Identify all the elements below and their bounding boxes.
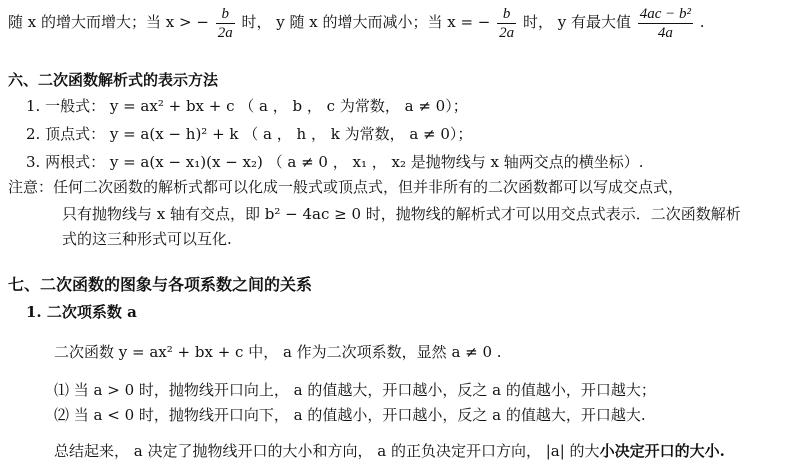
section6-item-vertex-form: 2. 顶点式： y = a(x − h)² + k （ a ， h ， k 为常数， a ≠ 0）；	[26, 125, 473, 143]
section7-case-negative: ⑵ 当 a < 0 时，抛物线开口向下， a 的值越小，开口越小，反之 a 的值越大，开口越大.	[54, 406, 646, 424]
section6-item-general-form: 1. 一般式： y = ax² + bx + c （ a ， b ， c 为常数， a ≠ 0）；	[26, 97, 468, 115]
fraction-neg-b-over-2a-1	[216, 5, 235, 42]
section7-intro: 二次函数 y = ax² + bx + c 中， a 作为二次项系数，显然 a ≠ 0 .	[54, 343, 502, 361]
summary-emphasis: 小决定开口的大小.	[599, 442, 725, 460]
fraction-denominator: 2a	[499, 24, 515, 41]
section6-note-line-1: 注意：任何二次函数的解析式都可以化成一般式或顶点式，但并非所有的二次函数都可以写成交点式，	[8, 178, 684, 196]
section7-heading: 七、二次函数的图象与各项系数之间的关系	[8, 275, 313, 294]
top-line-text-1: 随 x 的增大而增大；当 x > −	[8, 13, 209, 31]
fraction-denominator: 4a	[657, 24, 673, 41]
top-line-text-2: 时， y 随 x 的增大而减小；当 x = −	[241, 13, 491, 31]
section6-item-root-form: 3. 两根式： y = a(x − x₁)(x − x₂) （ a ≠ 0 ， x₁ ， x₂ 是抛物线与 x 轴两交点的横坐标）.	[26, 153, 644, 171]
section7-sub-heading: 1. 二次项系数 a	[26, 303, 137, 321]
top-line	[8, 2, 705, 42]
section7-case-positive: ⑴ 当 a > 0 时，抛物线开口向上， a 的值越大，开口越小，反之 a 的值越小，开口越大；	[54, 381, 656, 399]
fraction-max-value	[638, 5, 693, 42]
section6-note-line-3: 式的这三种形式可以互化.	[62, 230, 232, 248]
section7-summary	[54, 441, 725, 461]
summary-text: 总结起来， a 决定了抛物线开口的大小和方向， a 的正负决定开口方向， |a| 的大	[54, 442, 600, 460]
top-line-text-3: 时， y 有最大值	[522, 13, 636, 31]
fraction-numerator: 4ac − b²	[639, 5, 692, 22]
section6-note-line-2: 只有抛物线与 x 轴有交点，即 b² − 4ac ≥ 0 时，抛物线的解析式才可以用交点式表示．二次函数解析	[62, 205, 741, 223]
fraction-denominator: 2a	[217, 24, 233, 41]
fraction-numerator: b	[497, 5, 516, 24]
fraction-neg-b-over-2a-2	[497, 5, 516, 42]
top-line-text-4: .	[699, 13, 705, 31]
fraction-numerator: b	[216, 5, 235, 24]
section6-heading: 六、二次函数解析式的表示方法	[8, 71, 219, 89]
